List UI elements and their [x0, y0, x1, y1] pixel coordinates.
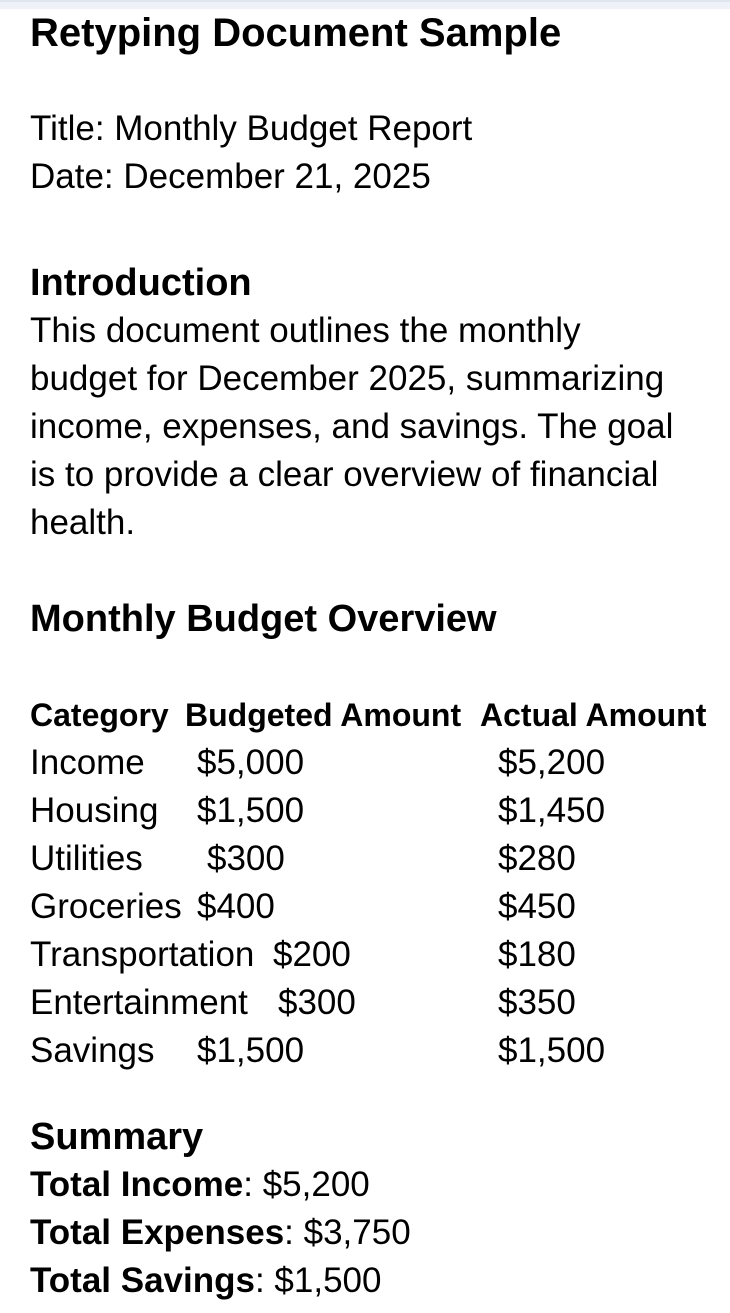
table-row [30, 739, 720, 787]
blank-line [30, 643, 720, 691]
blank-line [30, 1075, 720, 1113]
blank-line [30, 547, 720, 595]
cell-category: Income [30, 743, 145, 782]
cell-category: Transportation [30, 935, 255, 974]
cell-budgeted-amount: $1,500 [197, 791, 305, 830]
spacer [30, 249, 720, 259]
column-header-category: Category [30, 697, 169, 733]
cell-budgeted-amount: $300 [278, 983, 356, 1022]
cell-actual-amount: $350 [498, 983, 576, 1022]
intro-paragraph-line: budget for December 2025, summarizing [30, 359, 665, 398]
table-row [30, 979, 720, 1027]
section-heading-introduction: Introduction [30, 262, 252, 304]
meta-line-date: Date: December 21, 2025 [30, 157, 431, 196]
cell-category: Utilities [30, 839, 143, 878]
cell-category: Savings [30, 1031, 155, 1070]
summary-item-value: : $3,750 [284, 1213, 411, 1252]
cell-actual-amount: $1,450 [498, 791, 606, 830]
summary-item-label: Total Income [30, 1165, 244, 1204]
cell-budgeted-amount: $400 [197, 887, 275, 926]
cell-actual-amount: $450 [498, 887, 576, 926]
summary-item [30, 1209, 720, 1257]
cell-category: Groceries [30, 887, 182, 926]
table-row [30, 787, 720, 835]
blank-line [30, 201, 720, 249]
intro-paragraph-line: This document outlines the monthly [30, 311, 581, 350]
summary-list [30, 1161, 720, 1305]
cell-actual-amount: $280 [498, 839, 576, 878]
cell-budgeted-amount: $300 [207, 839, 285, 878]
screen-top-strip [0, 0, 730, 9]
cell-budgeted-amount: $1,500 [197, 1031, 305, 1070]
cell-budgeted-amount: $5,000 [197, 743, 305, 782]
intro-paragraph-line: is to provide a clear overview of financial [30, 455, 659, 494]
intro-paragraph-line: income, expenses, and savings. The goal [30, 407, 674, 446]
summary-item-label: Total Expenses [30, 1213, 285, 1252]
summary-item-value: : $1,500 [254, 1261, 382, 1300]
introduction-paragraph [30, 307, 720, 547]
table-row [30, 883, 720, 931]
table-row [30, 835, 720, 883]
summary-item-value: : $5,200 [243, 1165, 370, 1204]
section-heading-summary: Summary [30, 1116, 204, 1158]
intro-paragraph-line: health. [30, 503, 136, 542]
budget-table [30, 739, 720, 1075]
meta-line-title: Title: Monthly Budget Report [30, 109, 473, 148]
table-row [30, 931, 720, 979]
summary-item [30, 1257, 720, 1305]
cell-actual-amount: $5,200 [498, 743, 606, 782]
cell-category: Housing [30, 791, 159, 830]
page-title: Retyping Document Sample [30, 11, 562, 55]
cell-budgeted-amount: $200 [273, 935, 351, 974]
cell-actual-amount: $1,500 [498, 1031, 606, 1070]
section-heading-budget-overview: Monthly Budget Overview [30, 598, 497, 640]
summary-item-label: Total Savings [30, 1261, 255, 1300]
summary-item [30, 1161, 720, 1209]
column-header-budgeted-amount: Budgeted Amount [185, 697, 462, 733]
blank-line [30, 57, 720, 105]
column-header-actual-amount: Actual Amount [480, 697, 707, 733]
table-row [30, 1027, 720, 1075]
document-body [0, 9, 730, 1305]
budget-table-header-row [30, 691, 720, 739]
cell-actual-amount: $180 [498, 935, 576, 974]
cell-category: Entertainment [30, 983, 248, 1022]
